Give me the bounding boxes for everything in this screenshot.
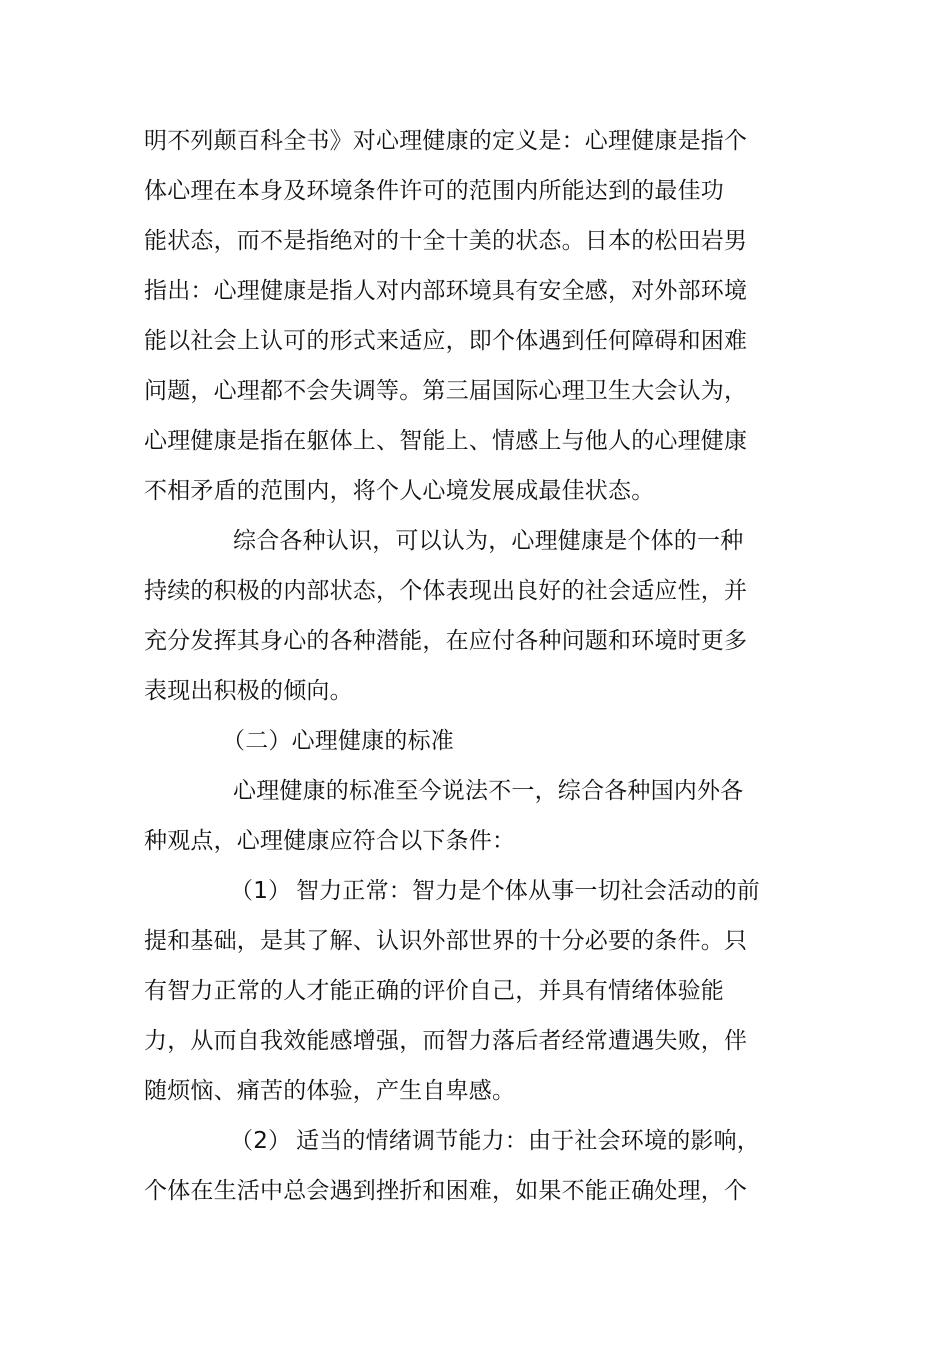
section-heading: （二）心理健康的标准 (222, 728, 454, 754)
item-1-first-line (230, 876, 760, 906)
paragraph-1-line-8: 不相矛盾的范围内，将个人心境发展成最佳状态。 (144, 478, 655, 504)
standards-intro-line-1: 心理健康的标准至今说法不一，综合各种国内外各 (233, 778, 744, 804)
item-2-first-line (230, 1126, 760, 1156)
item-1-line-2: 提和基础，是其了解、认识外部世界的十分必要的条件。只 (144, 928, 748, 954)
item-1-line-5: 随烦恼、痛苦的体验，产生自卑感。 (144, 1078, 516, 1104)
paragraph-2-line-4: 表现出积极的倾向。 (144, 678, 353, 704)
paragraph-2-line-1: 综合各种认识，可以认为，心理健康是个体的一种 (233, 528, 744, 554)
paragraph-1-line-4: 指出：心理健康是指人对内部环境具有安全感，对外部环境 (144, 278, 748, 304)
paragraph-1-line-2: 体心理在本身及环境条件许可的范围内所能达到的最佳功 (144, 178, 724, 204)
paragraph-2-line-2: 持续的积极的内部状态，个体表现出良好的社会适应性，并 (144, 578, 748, 604)
paragraph-2-line-3: 充分发挥其身心的各种潜能，在应付各种问题和环境时更多 (144, 628, 748, 654)
paragraph-1-line-5: 能以社会上认可的形式来适应，即个体遇到任何障碍和困难 (144, 328, 748, 354)
item-1-first-line-text: 智力正常：智力是个体从事一切社会活动的前 (296, 878, 760, 904)
item-1-line-3: 有智力正常的人才能正确的评价自己，并具有情绪体验能 (144, 978, 724, 1004)
item-2-number: （2） (230, 1128, 292, 1154)
paragraph-1-line-1: 明不列颠百科全书》对心理健康的定义是：心理健康是指个 (144, 128, 748, 154)
standards-intro-line-2: 种观点，心理健康应符合以下条件： (144, 828, 516, 854)
item-2-first-line-text: 适当的情绪调节能力：由于社会环境的影响， (296, 1128, 760, 1154)
paragraph-1-line-7: 心理健康是指在躯体上、智能上、情感上与他人的心理健康 (144, 428, 748, 454)
item-1-line-4: 力，从而自我效能感增强，而智力落后者经常遭遇失败，伴 (144, 1028, 748, 1054)
paragraph-1-line-6: 问题，心理都不会失调等。第三届国际心理卫生大会认为， (144, 378, 748, 404)
item-2-line-2: 个体在生活中总会遇到挫折和困难，如果不能正确处理，个 (144, 1178, 748, 1204)
paragraph-1-line-3: 能状态，而不是指绝对的十全十美的状态。日本的松田岩男 (144, 228, 748, 254)
item-1-number: （1） (230, 878, 292, 904)
